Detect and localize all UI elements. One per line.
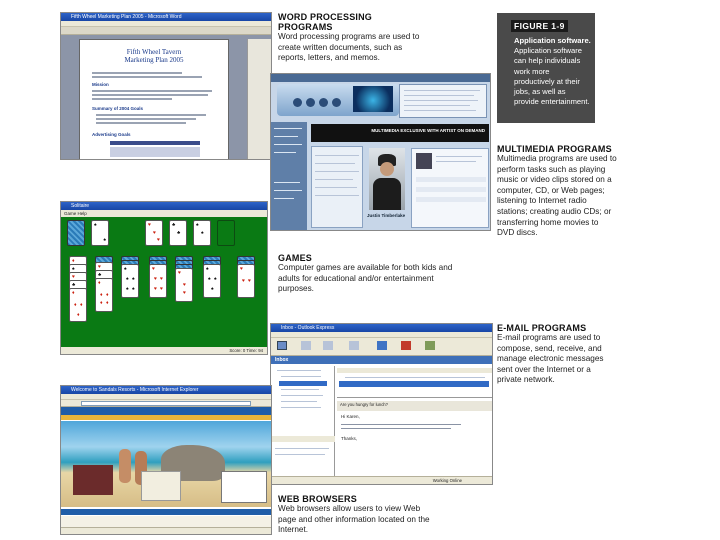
word-page xyxy=(79,39,229,160)
browser-screenshot xyxy=(60,385,272,535)
figure-caption-text: Application software can help individuals work more productively at their jobs, as well as provide entertainment. xyxy=(514,46,590,107)
browser-footer-links[interactable] xyxy=(61,509,272,515)
multimedia-caption-body: Multimedia programs are used to perform tasks such as playing music or video clips stored on a computer, CD, or Web pages; listening to Internet radio stations; creating audio CDs; or transferring home movies to DVD discs. xyxy=(497,154,617,238)
reply-icon[interactable] xyxy=(301,341,311,350)
tableau-card[interactable]: ♠ ♠ ♠ ♠ xyxy=(203,264,221,298)
web-caption-body: Web browsers allow users to view Web page and other information located on the Internet. xyxy=(278,504,430,535)
tableau-card[interactable]: ♥ ♥ ♥ xyxy=(237,264,255,298)
web-caption-title: WEB BROWSERS xyxy=(278,494,357,504)
stock-pile[interactable] xyxy=(67,220,85,246)
figure-caption xyxy=(514,36,591,107)
print-icon[interactable] xyxy=(349,341,359,350)
solitaire-title-bar: Solitaire xyxy=(61,202,267,210)
word-heading-2: Summary of 2004 Goals xyxy=(92,106,144,111)
browser-site-subnav[interactable] xyxy=(61,415,271,420)
solitaire-status-bar: Score: 0 Time: 94 xyxy=(61,347,267,354)
word-toolbar xyxy=(61,27,271,35)
word-right-pane xyxy=(247,39,271,159)
games-caption-body: Computer games are available for both kids and adults for educational and/or entertainment purposes. xyxy=(278,263,453,294)
media-title-bar xyxy=(271,74,490,82)
tableau-card[interactable]: ♥ ♥ ♥ ♥ ♥ xyxy=(149,264,167,298)
email-message-list[interactable] xyxy=(337,368,492,398)
send-receive-icon[interactable] xyxy=(377,341,387,350)
tableau-card[interactable]: ♥ xyxy=(69,272,87,298)
figure-box xyxy=(497,13,595,123)
browser-site-nav[interactable] xyxy=(61,407,271,415)
email-folder-header: Inbox xyxy=(271,356,492,364)
tableau-card[interactable]: ♣ xyxy=(95,270,113,296)
email-folder-list xyxy=(271,366,335,478)
tableau-card[interactable]: ♥ xyxy=(95,262,113,288)
email-preview-body xyxy=(341,414,491,474)
email-greeting: Hi Karen, xyxy=(341,414,360,419)
multimedia-caption-title: MULTIMEDIA PROGRAMS xyxy=(497,144,612,154)
foundation-2[interactable]: ♣ ♣ xyxy=(169,220,187,246)
forward-icon[interactable] xyxy=(323,341,333,350)
word-caption-title: WORD PROCESSING PROGRAMS xyxy=(278,12,373,32)
tableau-card[interactable]: ♥ ♥ ♥ xyxy=(175,268,193,302)
solitaire-menu-bar[interactable]: Game Help xyxy=(61,210,267,217)
tableau-card[interactable]: ♦ xyxy=(69,256,87,282)
browser-hero-image xyxy=(61,421,272,507)
media-artist-name: Justin Timberlake xyxy=(367,213,406,218)
word-caption-body: Word processing programs are used to create written documents, such as reports, letters, and memos. xyxy=(278,32,420,63)
media-album-pane xyxy=(411,148,489,228)
email-status-bar: Working Online xyxy=(271,476,492,484)
figure-label: FIGURE 1-9 xyxy=(511,20,568,32)
tableau-card[interactable]: ♠ ♠ ♠ ♠ ♠ xyxy=(121,264,139,298)
waste-card[interactable]: ♠ ♠ xyxy=(91,220,109,246)
tableau-card[interactable]: ♠ xyxy=(69,264,87,290)
email-selected-row[interactable] xyxy=(339,381,489,387)
media-search-pane xyxy=(311,146,363,228)
media-artist-photo xyxy=(369,148,405,210)
tableau-card[interactable]: ♣ xyxy=(69,280,87,306)
figure-caption-bold: Application software. xyxy=(514,36,591,45)
create-mail-icon[interactable] xyxy=(277,341,287,350)
word-heading-1: Mission xyxy=(92,82,109,87)
tableau-card[interactable]: ♦ ♦ ♦ ♦ xyxy=(69,288,87,322)
foundation-3[interactable]: ♠ ♠ xyxy=(193,220,211,246)
media-sidebar xyxy=(271,122,307,230)
delete-icon[interactable] xyxy=(401,341,411,350)
email-caption-body: E-mail programs are used to compose, send, receive, and manage electronic messages sent over the Internet or a private network. xyxy=(497,333,604,385)
email-caption-title: E-MAIL PROGRAMS xyxy=(497,323,587,333)
email-signoff: Thanks, xyxy=(341,436,358,441)
word-screenshot xyxy=(60,12,272,160)
foundation-4[interactable] xyxy=(217,220,235,246)
addresses-icon[interactable] xyxy=(425,341,435,350)
games-caption-title: GAMES xyxy=(278,253,313,263)
browser-status-bar xyxy=(61,527,271,534)
word-title-bar: Fifth Wheel Marketing Plan 2005 - Microsoft Word xyxy=(61,13,271,21)
media-banner: MULTIMEDIA EXCLUSIVE WITH ARTIST ON DEMAND xyxy=(311,124,489,142)
word-heading-3: Advertising Goals xyxy=(92,132,131,137)
word-doc-title-2: Marketing Plan 2005 xyxy=(124,56,184,64)
email-preview-header: Are you hungry for lunch? xyxy=(337,401,492,411)
word-doc-title-1: Fifth Wheel Tavern xyxy=(126,48,182,56)
solitaire-screenshot xyxy=(60,201,268,355)
email-title-bar: Inbox - Outlook Express xyxy=(271,324,492,332)
tableau-card[interactable]: ♦ ♦ ♦ ♦ ♦ xyxy=(95,278,113,312)
email-screenshot xyxy=(270,323,493,485)
email-toolbar xyxy=(271,338,492,356)
media-visualizer xyxy=(353,86,393,112)
media-playlist xyxy=(399,84,487,118)
foundation-1[interactable]: ♥ ♥ ♥ xyxy=(145,220,163,246)
browser-title-bar: Welcome to Sandals Resorts - Microsoft Internet Explorer xyxy=(61,386,271,394)
browser-address-bar[interactable] xyxy=(61,400,271,407)
multimedia-screenshot xyxy=(270,73,491,231)
